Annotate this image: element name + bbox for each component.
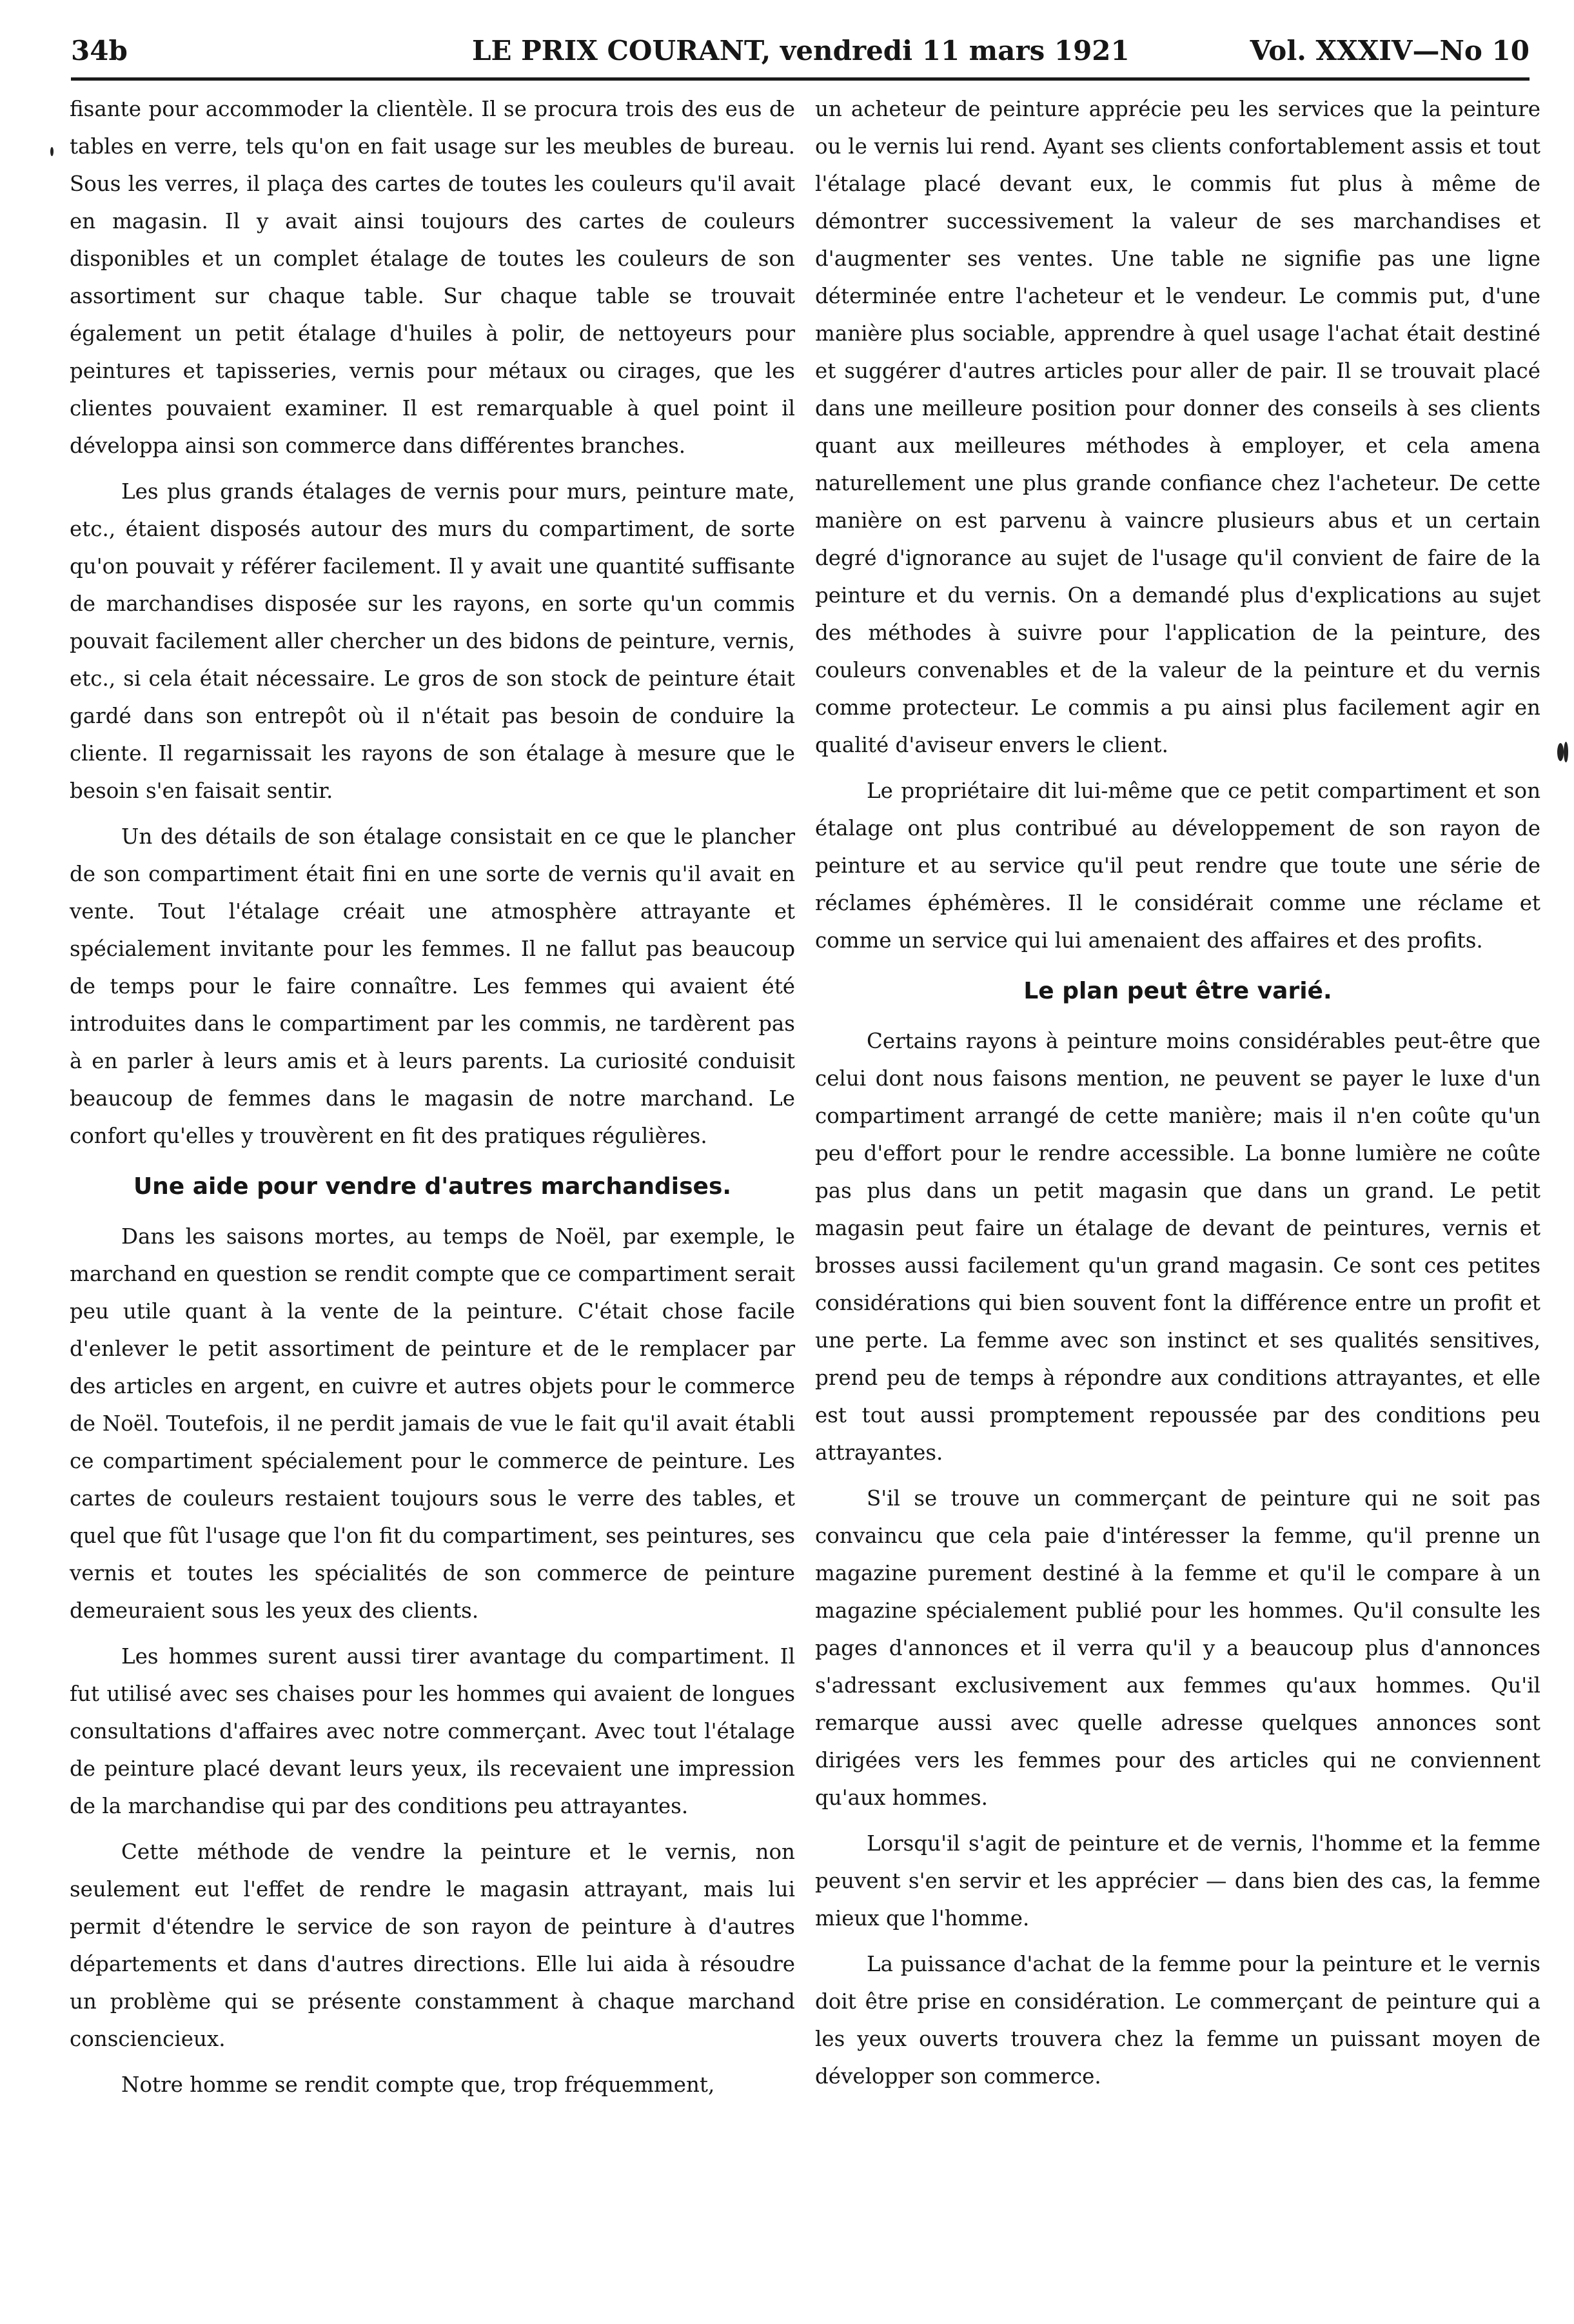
section-heading: Une aide pour vendre d'autres marchandises. <box>133 1173 732 1200</box>
paragraph: Certains rayons à peinture moins considérables peut-être que celui dont nous faisons mention, ne peuvent se payer le luxe d'un compartiment arrangé de cette manière; mais il n'en coûte qu'un peu d'effort pour le rendre accessible. La bonne lumière ne coûte pas plus dans un petit magasin que dans un grand. Le petit magasin peut faire un étalage de devant de peintures, vernis et brosses aussi facilement qu'un grand magasin. Ce sont ces petites considérations qui bien souvent font la différence entre un profit et une perte. La femme avec son instinct et ses qualités sensitives, prend peu de temps à répondre aux conditions attrayantes, et elle est tout aussi promptement repoussée par des conditions peu attrayantes. <box>815 1029 1540 1465</box>
volume-number: Vol. XXXIV—No 10 <box>1250 35 1530 66</box>
page-number: 34b <box>71 35 128 66</box>
paragraph: Un des détails de son étalage consistait en ce que le plancher de son compartiment était fini en une sorte de vernis qu'il avait en vente. Tout l'étalage créait une atmosphère attrayante et spécialement invitante pour les femmes. Il ne fallut pas beaucoup de temps pour le faire connaître. Les femmes qui avaient été introduites dans le compartiment par les commis, ne tardèrent pas à en parler à leurs amis et à leurs parents. La curiosité conduisit beaucoup de femmes dans le magasin de notre marchand. Le confort qu'elles y trouvèrent en fit des pratiques régulières. <box>70 824 795 1148</box>
paragraph: Cette méthode de vendre la peinture et le vernis, non seulement eut l'effet de rendre le magasin attrayant, mais lui permit d'étendre le service de son rayon de peinture à d'autres départements et dans d'autres directions. Elle lui aida à résoudre un problème qui se présente constamment à chaque marchand consciencieux. <box>70 1840 795 2051</box>
paragraph: Les plus grands étalages de vernis pour murs, peinture mate, etc., étaient disposés autour des murs du compartiment, de sorte qu'on pouvait y référer facilement. Il y avait une quantité suffisante de marchandises disposée sur les rayons, en sorte qu'un commis pouvait facilement aller chercher un des bidons de peinture, vernis, etc., si cela était nécessaire. Le gros de son stock de peinture était gardé dans son entrepôt où il n'était pas besoin de conduire la cliente. Il regarnissait les rayons de son étalage à mesure que le besoin s'en faisait sentir. <box>70 479 795 803</box>
paragraph: fisante pour accommoder la clientèle. Il se procura trois des eus de tables en verre, tels qu'on en fait usage sur les meubles de bureau. Sous les verres, il plaça des cartes de toutes les couleurs qu'il avait en magasin. Il y avait ainsi toujours des cartes de couleurs disponibles et un complet étalage de toutes les couleurs de son assortiment sur chaque table. Sur chaque table se trouvait également un petit étalage d'huiles à polir, de nettoyeurs pour peintures et tapisseries, vernis pour métaux ou cirages, que les clientes pouvaient examiner. Il est remarquable à quel point il développa ainsi son commerce dans différentes branches. <box>70 97 795 458</box>
left-column <box>70 90 795 2103</box>
page-header <box>71 32 1530 81</box>
journal-title-date: LE PRIX COURANT, vendredi 11 mars 1921 <box>472 35 1130 66</box>
right-column <box>815 90 1540 2095</box>
paragraph: La puissance d'achat de la femme pour la peinture et le vernis doit être prise en considération. Le commerçant de peinture qui a les yeux ouverts trouvera chez la femme un puissant moyen de développer son commerce. <box>815 1952 1540 2089</box>
paragraph: un acheteur de peinture apprécie peu les services que la peinture ou le vernis lui rend. Ayant ses clients confortablement assis et tout l'étalage placé devant eux, le commis fut plus à même de démontrer successivement la valeur de ses marchandises et d'augmenter ses ventes. Une table ne signifie pas une ligne déterminée entre l'acheteur et le vendeur. Le commis put, d'une manière plus sociable, apprendre à quel usage l'achat était destiné et suggérer d'autres articles pour aller de pair. Il se trouvait placé dans une meilleure position pour donner des conseils à ses clients quant aux meilleures méthodes à employer, et cela amena naturellement une plus grande confiance chez l'acheteur. De cette manière on est parvenu à vaincre plusieurs abus et un certain degré d'ignorance au sujet de l'usage qu'il convient de faire de la peinture et du vernis. On a demandé plus d'explications au sujet des méthodes à suivre pour l'application de la peinture, des couleurs convenables et de la valeur de la peinture et du vernis comme protecteur. Le commis a pu ainsi plus facilement agir en qualité d'aviseur envers le client. <box>815 97 1540 757</box>
paragraph: Les hommes surent aussi tirer avantage du compartiment. Il fut utilisé avec ses chaises pour les hommes qui avaient de longues consultations d'affaires avec notre commerçant. Avec tout l'étalage de peinture placé devant leurs yeux, ils recevaient une impression de la marchandise qui par des conditions peu attrayantes. <box>70 1644 795 1818</box>
paragraph: Notre homme se rendit compte que, trop fréquemment, <box>121 2072 715 2097</box>
section-heading: Le plan peut être varié. <box>1023 978 1332 1004</box>
paragraph: S'il se trouve un commerçant de peinture qui ne soit pas convaincu que cela paie d'intéresser la femme, qu'il prenne un magazine purement destiné à la femme et qu'il le compare à un magazine spécialement publié pour les hommes. Qu'il consulte les pages d'annonces et il verra qu'il y a beaucoup plus d'annonces s'adressant exclusivement aux femmes qu'aux hommes. Qu'il remarque aussi avec quelle adresse quelques annonces sont dirigées vers les femmes pour des articles qui ne conviennent qu'aux hommes. <box>815 1486 1540 1810</box>
scan-mark <box>1557 743 1564 761</box>
paragraph: Le propriétaire dit lui-même que ce petit compartiment et son étalage ont plus contribué au développement de son rayon de peinture et au service qu'il peut rendre que toute une série de réclames éphémères. Il le considérait comme une réclame et comme un service qui lui amenaient des affaires et des profits. <box>815 779 1540 953</box>
paragraph: Lorsqu'il s'agit de peinture et de vernis, l'homme et la femme peuvent s'en servir et les apprécier — dans bien des cas, la femme mieux que l'homme. <box>815 1831 1540 1931</box>
paragraph: Dans les saisons mortes, au temps de Noël, par exemple, le marchand en question se rendit compte que ce compartiment serait peu utile quant à la vente de la peinture. C'était chose facile d'enlever le petit assortiment de peinture et de le remplacer par des articles en argent, en cuivre et autres objets pour le commerce de Noël. Toutefois, il ne perdit jamais de vue le fait qu'il avait établi ce compartiment spécialement pour le commerce de peinture. Les cartes de couleurs restaient toujours sous le verre des tables, et quel que fût l'usage que l'on fit du compartiment, ses peintures, ses vernis et toutes les spécialités de son commerce de peinture demeuraient sous les yeux des clients. <box>70 1224 795 1623</box>
scan-mark <box>1564 742 1568 762</box>
scan-mark <box>50 147 54 156</box>
